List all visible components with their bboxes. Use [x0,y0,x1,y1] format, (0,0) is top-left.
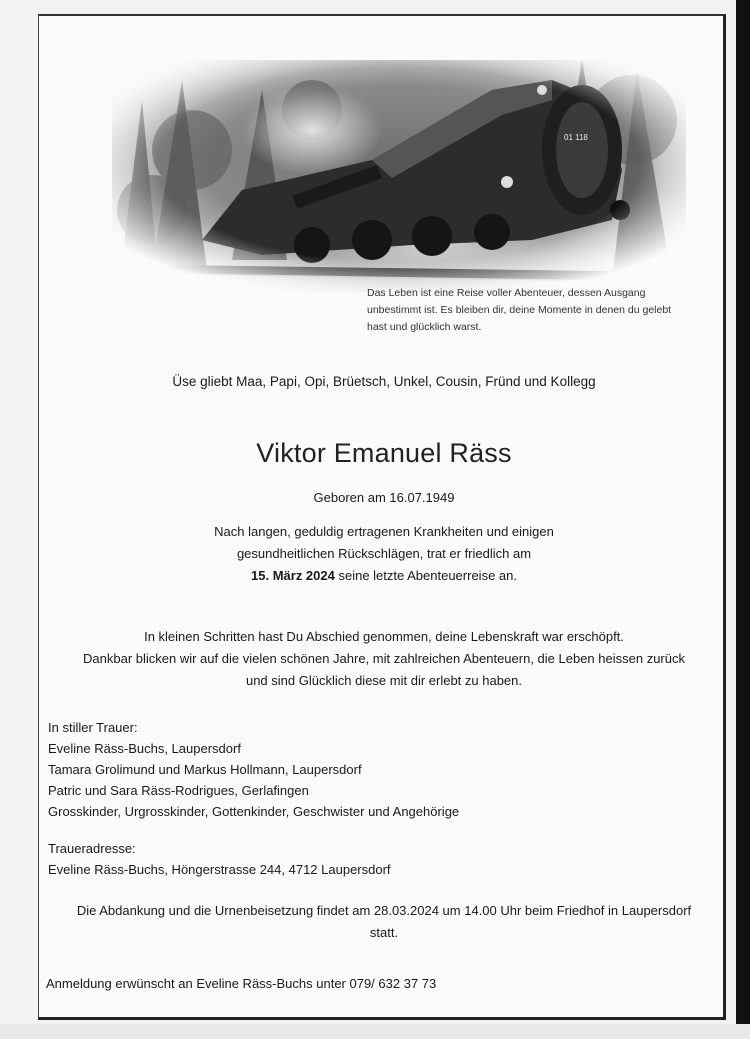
mourners-heading: In stiller Trauer: [48,720,138,735]
quote-line: Das Leben ist eine Reise voller Abenteuer, dessen Ausgang [367,287,646,299]
mourner-entry: Patric und Sara Räss-Rodrigues, Gerlafingen [48,783,309,798]
registration-contact: Anmeldung erwünscht an Eveline Räss-Buchs unter 079/ 632 37 73 [46,976,437,991]
address-heading: Traueradresse: [48,841,136,856]
quote-line: unbestimmt ist. Es bleiben dir, deine Momente in denen du gelebt [367,304,672,316]
mourner-entry: Grosskinder, Urgrosskinder, Gottenkinder, Geschwister und Angehörige [48,804,460,819]
greeting: Üse gliebt Maa, Papi, Opi, Brüetsch, Unkel, Cousin, Fründ und Kollegg [172,374,596,389]
scan-edge-right [736,0,750,1039]
steam-locomotive-photo [112,60,686,292]
announcement-line: Nach langen, geduldig ertragenen Krankheiten und einigen [214,524,554,539]
deceased-name: Viktor Emanuel Räss [256,438,512,468]
farewell-line: Dankbar blicken wir auf die vielen schönen Jahre, mit zahlreichen Abenteuern, die Leben heissen zurück [83,651,685,666]
quote-line: hast und glücklich warst. [367,321,482,333]
address-line: Eveline Räss-Buchs, Höngerstrasse 244, 4712 Laupersdorf [48,862,391,877]
ceremony-line: Die Abdankung und die Urnenbeisetzung findet am 28.03.2024 um 14.00 Uhr beim Friedhof in Laupersdorf [76,903,692,918]
mourning-address [48,838,391,880]
scan-edge-bottom [0,1024,750,1039]
birth-date: Geboren am 16.07.1949 [313,490,455,505]
quote [367,285,727,336]
mourner-entry: Eveline Räss-Buchs, Laupersdorf [48,741,241,756]
death-date: 15. März 2024 [251,568,335,583]
ceremony-info [44,900,724,944]
ceremony-line: statt. [369,925,399,940]
farewell-text [40,626,728,692]
mourner-entry: Tamara Grolimund und Markus Hollmann, Laupersdorf [48,762,362,777]
farewell-line: In kleinen Schritten hast Du Abschied genommen, deine Lebenskraft war erschöpft. [144,629,624,644]
announcement-line-rest: seine letzte Abenteuerreise an. [334,568,517,583]
announcement-line [40,565,728,587]
farewell-line: und sind Glücklich diese mit dir erlebt zu haben. [245,673,523,688]
mourners-list [48,717,459,822]
announcement-line: gesundheitlichen Rückschlägen, trat er friedlich am [236,546,532,561]
death-announcement [40,521,728,587]
